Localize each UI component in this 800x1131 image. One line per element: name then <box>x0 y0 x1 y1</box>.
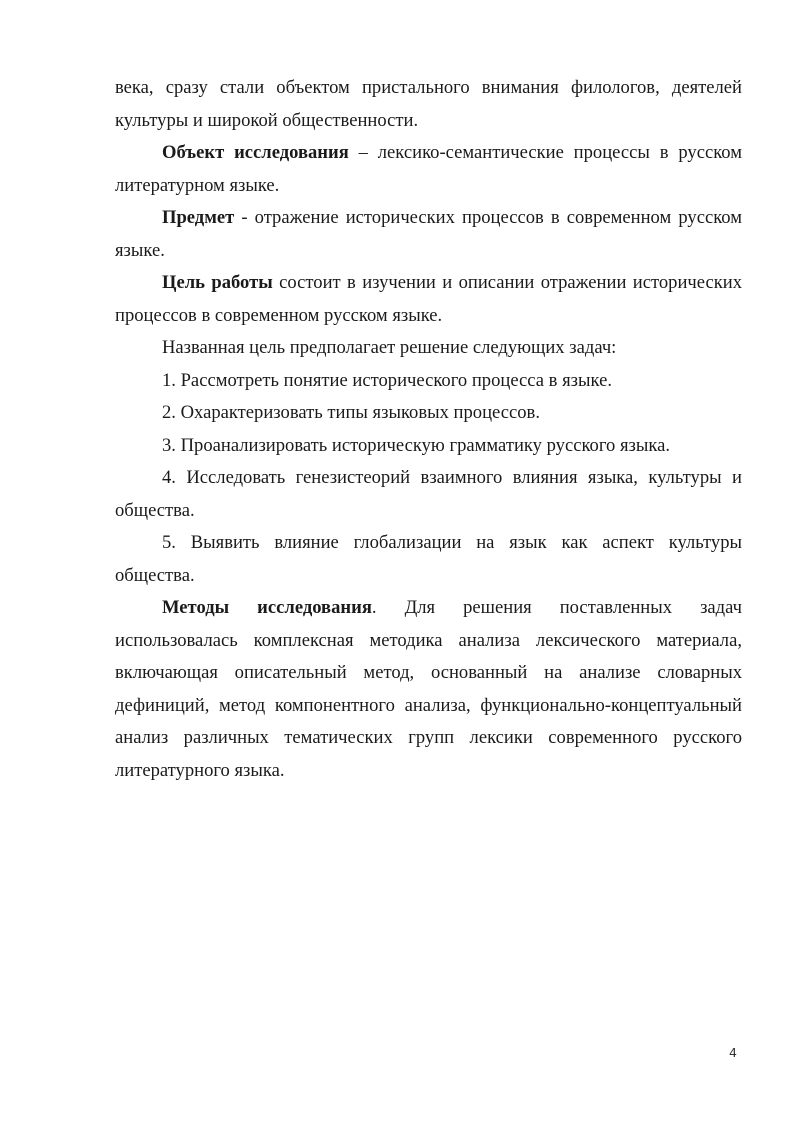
paragraph-text: – лексико-семантические процессы в русском литературном языке. <box>115 142 742 196</box>
paragraph-text: состоит в изучении и описании отражении исторических процессов в современном русском языке. <box>115 272 742 326</box>
page-number: 4 <box>729 1045 737 1060</box>
paragraph-research-methods <box>115 592 742 787</box>
paragraph-text: . Для решения поставленных задач использовалась комплексная методика анализа лексического материала, включающая описательный метод, основанный на анализе словарных дефиниций, метод компонентного анализа, функционально-концептуальный анализ различных тематических групп лексики современного русского литературного языка. <box>115 597 743 781</box>
paragraph-text: века, сразу стали объектом пристального внимания филологов, деятелей культуры и широкой общественности. <box>115 77 742 131</box>
task-item-5 <box>115 527 742 592</box>
paragraph-research-subject <box>115 202 742 267</box>
task-item-4 <box>115 462 742 527</box>
paragraph-research-goal <box>115 267 742 332</box>
paragraph-text: Названная цель предполагает решение следующих задач: <box>162 337 617 358</box>
paragraph-text: - отражение исторических процессов в современном русском языке. <box>115 207 742 261</box>
paragraph-heading: Объект исследования <box>162 142 349 163</box>
task-item-1 <box>115 365 742 398</box>
paragraph-continuation <box>115 72 742 137</box>
paragraph-heading: Методы исследования <box>162 597 372 618</box>
paragraph-text: 5. Выявить влияние глобализации на язык как аспект культуры общества. <box>115 532 742 586</box>
paragraph-text: 4. Исследовать генезистеорий взаимного влияния языка, культуры и общества. <box>115 467 742 521</box>
paragraph-research-object <box>115 137 742 202</box>
paragraph-tasks-intro <box>115 332 742 365</box>
task-item-2 <box>115 397 742 430</box>
paragraph-text: 3. Проанализировать историческую грамматику русского языка. <box>162 434 671 456</box>
paragraph-text: 2. Охарактеризовать типы языковых процессов. <box>162 402 540 423</box>
page-body <box>115 72 742 787</box>
paragraph-text: 1. Рассмотреть понятие исторического процесса в языке. <box>162 369 612 391</box>
paragraph-heading: Предмет <box>162 207 235 228</box>
task-item-3 <box>115 430 742 463</box>
paragraph-heading: Цель работы <box>162 272 273 293</box>
